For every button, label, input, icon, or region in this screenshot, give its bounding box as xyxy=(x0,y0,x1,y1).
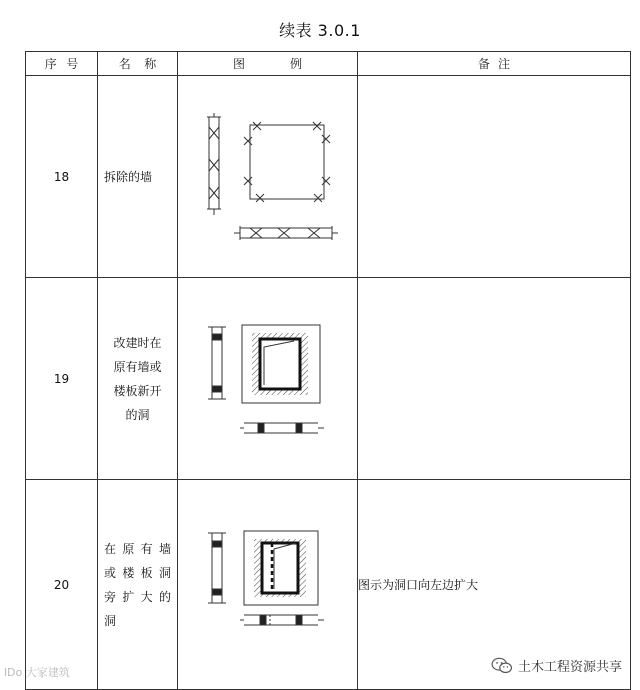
row-name: 拆除的墙 xyxy=(98,76,178,278)
row-name: 改建时在 原有墙或 楼板新开 的洞 xyxy=(98,278,178,480)
row-note: 图示为洞口向左边扩大 xyxy=(358,480,631,690)
row-number: 19 xyxy=(26,278,98,480)
wechat-icon xyxy=(491,657,513,675)
symbol-table xyxy=(25,51,631,690)
watermark-right-text: 土木工程资源共享 xyxy=(517,660,622,675)
header-row xyxy=(26,52,631,76)
header-legend: 图 例 xyxy=(178,52,358,76)
table-row xyxy=(26,76,631,278)
row-note xyxy=(358,76,631,278)
table-title: 续表 3.0.1 xyxy=(279,21,361,40)
row-number: 18 xyxy=(26,76,98,278)
row-note xyxy=(358,278,631,480)
watermark-right xyxy=(487,654,626,677)
new-opening-symbol xyxy=(178,278,358,480)
row-number: 20 xyxy=(26,480,98,690)
watermark-left: lDo 大家建筑 xyxy=(4,666,70,679)
header-name: 名 称 xyxy=(98,52,178,76)
header-note: 备 注 xyxy=(358,52,631,76)
demolished-wall-symbol xyxy=(178,76,358,278)
header-no: 序 号 xyxy=(26,52,98,76)
table-row xyxy=(26,278,631,480)
row-name: 在原有墙 或楼板洞 旁扩大的 洞 xyxy=(98,480,178,690)
enlarged-opening-symbol xyxy=(178,480,358,690)
